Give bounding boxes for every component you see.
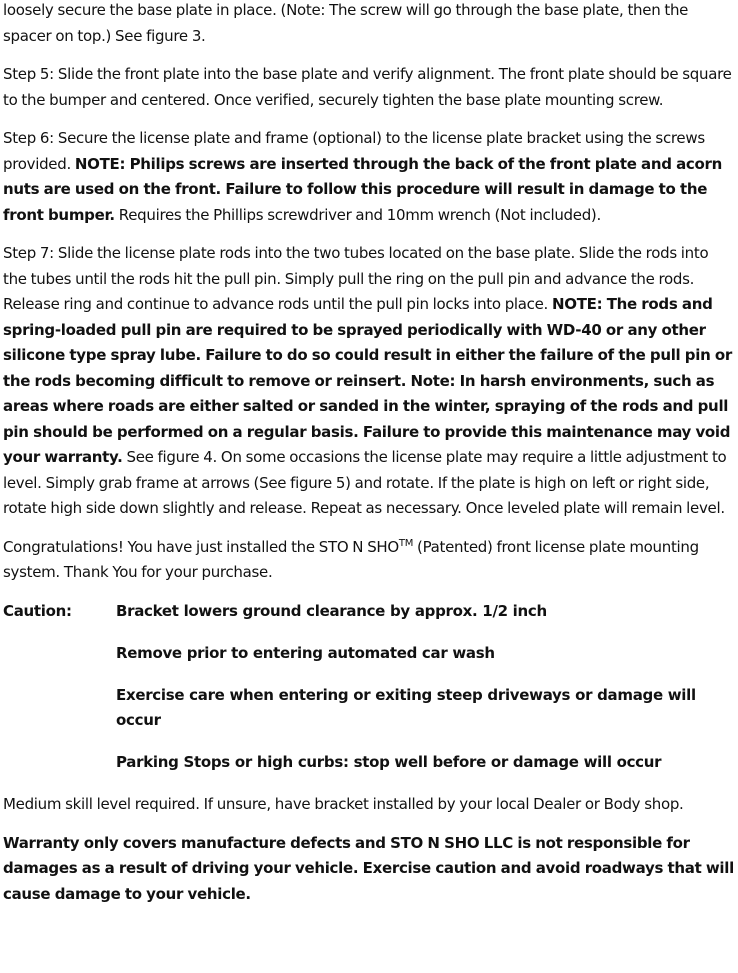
warranty-text: Warranty only covers manufacture defects and STO N SHO LLC is not responsible for damages as a result of driving your vehicle. Exercise caution and avoid roadways that will cause damage to your vehicle. <box>3 833 734 903</box>
caution-item: Remove prior to entering automated car wash <box>116 643 495 662</box>
caution-label: Caution: <box>3 601 72 620</box>
step7-paragraph <box>3 241 736 522</box>
caution-item: Parking Stops or high curbs: stop well before or damage will occur <box>116 753 662 771</box>
caution-spacer <box>3 750 116 776</box>
step5-paragraph: Step 5: Slide the front plate into the base plate and verify alignment. The front plate should be square to the bumper and centered. Once verified, securely tighten the base plate mounting screw. <box>3 65 732 109</box>
caution-section <box>3 599 736 776</box>
step7-note: NOTE: The rods and spring-loaded pull pin are required to be sprayed periodically with WD-40 or any other silicone type spray lube. Failure to do so could result in either the failure of the pull pin or the rods becoming difficult to remove or reinsert. Note: In harsh environments, such as areas where roads are either salted or sanded in the winter, spraying of the rods and pull pin should be performed on a regular basis. Failure to provide this maintenance may void your warranty. <box>3 295 732 466</box>
congrats-text: Congratulations! You have just installed the STO N SHO <box>3 537 399 556</box>
congratulations-paragraph <box>3 535 736 586</box>
step6-note: NOTE: Philips screws are inserted through the back of the front plate and acorn nuts are used on the front. Failure to follow this procedure will result in damage to the front bumper. <box>3 154 722 224</box>
trademark: TM <box>398 537 414 549</box>
caution-row <box>3 750 736 776</box>
caution-spacer <box>3 683 116 734</box>
caution-row <box>3 641 736 667</box>
caution-spacer <box>3 641 116 667</box>
skill-level-paragraph: Medium skill level required. If unsure, have bracket installed by your local Dealer or Body shop. <box>3 795 684 813</box>
caution-item: Exercise care when entering or exiting steep driveways or damage will occur <box>116 685 696 729</box>
congrats-text-end: (Patented) front license plate mounting system. Thank You for your purchase. <box>3 537 699 581</box>
warranty-paragraph <box>3 831 736 908</box>
step4-continuation: loosely secure the base plate in place. (Note: The screw will go through the base plate, then the spacer on top.) See figure 3. <box>3 1 689 45</box>
caution-row <box>3 683 736 734</box>
step6-tools: Requires the Phillips screwdriver and 10mm wrench (Not included). <box>114 205 601 224</box>
caution-row <box>3 599 736 625</box>
step6-text: Step 6: Secure the license plate and frame (optional) to the license plate bracket using the screws provided. <box>3 129 705 173</box>
step6-paragraph <box>3 126 736 228</box>
caution-item: Bracket lowers ground clearance by approx. 1/2 inch <box>116 601 547 620</box>
step7-adjust: See figure 4. On some occasions the license plate may require a little adjustment to level. Simply grab frame at arrows (See figure 5) and rotate. If the plate is high on left or right side, rotate high side down slightly and release. Repeat as necessary. Once leveled plate will remain level. <box>3 448 727 517</box>
step7-text: Step 7: Slide the license plate rods into the two tubes located on the base plate. Slide the rods into the tubes until the rods hit the pull pin. Simply pull the ring on the pull pin and advance the rods. Release ring and continue to advance rods until the pull pin locks into place. <box>3 244 709 313</box>
